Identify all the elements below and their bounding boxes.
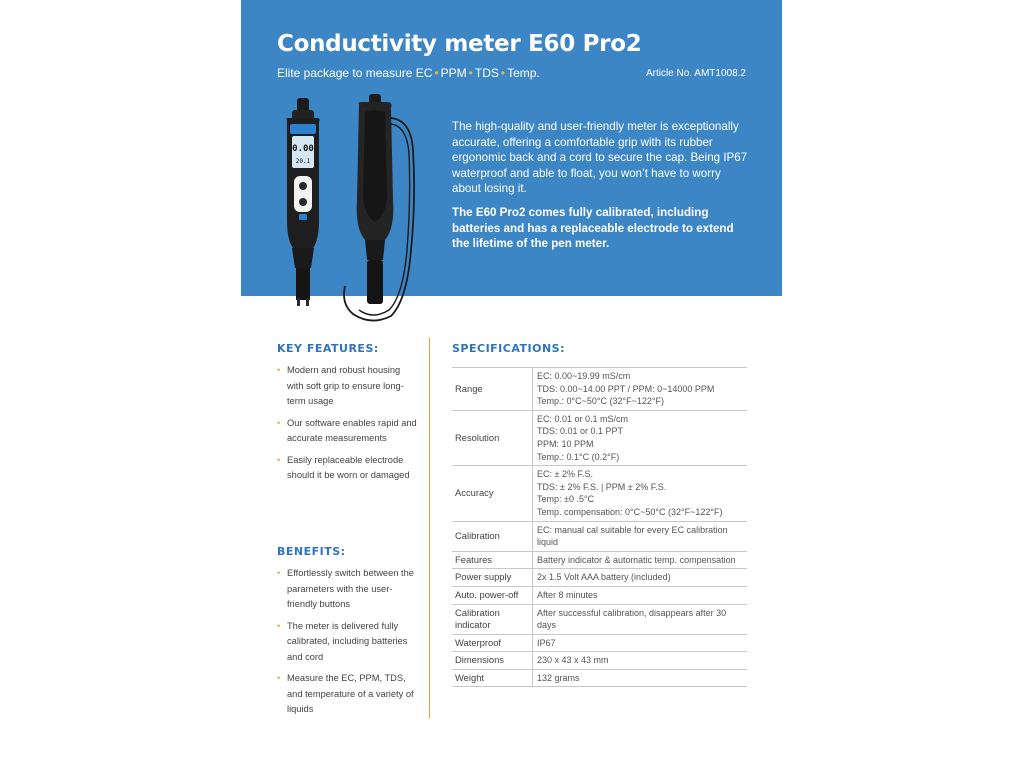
table-row [452, 521, 747, 551]
table-row [452, 410, 747, 465]
list-item: • Effortlessly switch between the parameters with the user-friendly buttons [277, 566, 417, 613]
spec-value-line: 2x 1.5 Volt AAA battery (included) [537, 572, 671, 583]
spec-value [533, 604, 748, 634]
spec-value [533, 586, 748, 604]
display-reading: 0.00 [292, 144, 314, 154]
benefits-section [277, 545, 417, 724]
hero-banner [241, 0, 782, 296]
benefits-heading: BENEFITS: [277, 545, 346, 558]
specifications-table [452, 367, 747, 687]
subtitle-item-ppm: PPM [440, 66, 467, 80]
list-item: • Modern and robust housing with soft grip to ensure long-term usage [277, 363, 417, 410]
spec-value-line: TDS: 0.00~14.00 PPT / PPM: 0~14000 PPM [537, 383, 715, 394]
spec-value [533, 466, 748, 521]
spec-value [533, 368, 748, 411]
spec-value [533, 521, 748, 551]
bullet-dot: • [500, 66, 506, 80]
table-row [452, 669, 747, 687]
intro-paragraph: The high-quality and user-friendly meter is exceptionally accurate, offering a comfortable grip with its rubber ergonomic back and a cord to secure the cap. Being IP67 waterproof and able to float, you won’t have to worry about losing it. [452, 120, 748, 196]
column-divider [429, 338, 430, 718]
table-row [452, 368, 747, 411]
spec-value [533, 410, 748, 465]
spec-label: Features [452, 551, 533, 569]
meter-front [286, 98, 319, 306]
table-row [452, 634, 747, 652]
table-row [452, 652, 747, 670]
spec-value-line: Temp.: 0.1°C (0.2°F) [537, 451, 620, 462]
subtitle-item-tds: TDS [474, 66, 499, 80]
spec-label: Resolution [452, 410, 533, 465]
spec-value-line: After successful calibration, disappears after 30 days [537, 607, 727, 631]
spec-value-line: TDS: 0.01 or 0.1 PPT [537, 426, 624, 437]
spec-value-line: Temp.: 0°C~50°C (32°F~122°F) [537, 396, 664, 407]
article-number: Article No. AMT1008.2 [645, 68, 746, 79]
table-row [452, 569, 747, 587]
table-row [452, 466, 747, 521]
spec-value-line: EC: 0.00~19.99 mS/cm [537, 371, 631, 381]
display-temp: 20.1 [295, 158, 311, 165]
spec-value [533, 652, 748, 670]
spec-label: Calibration [452, 521, 533, 551]
spec-value-line: Temp: ±0 .5°C [537, 494, 595, 505]
bullet-dot: • [468, 66, 473, 80]
spec-label: Accuracy [452, 466, 533, 521]
specifications-section [452, 342, 747, 687]
table-row [452, 604, 747, 634]
key-features-section [277, 342, 417, 490]
specifications-heading: SPECIFICATIONS: [452, 342, 565, 355]
spec-label: Waterproof [452, 634, 533, 652]
spec-value [533, 569, 748, 587]
list-item: • Our software enables rapid and accurate measurements [277, 416, 417, 447]
spec-value [533, 634, 748, 652]
spec-value-line: 230 x 43 x 43 mm [537, 655, 609, 666]
spec-value-line: Battery indicator & automatic temp. compensation [537, 554, 736, 565]
spec-value-line: Temp. compensation: 0°C~50°C (32°F~122°F) [537, 506, 723, 517]
key-features-list [277, 363, 417, 484]
meter-back [344, 94, 414, 321]
product-image [261, 90, 431, 325]
spec-label: Calibration indicator [452, 604, 533, 634]
table-row [452, 551, 747, 569]
spec-label: Weight [452, 669, 533, 687]
subtitle-item-temp: Temp. [507, 66, 540, 80]
product-subtitle [277, 66, 540, 80]
spec-value [533, 669, 748, 687]
intro-text [452, 119, 752, 260]
subtitle-item-ec: EC [415, 66, 433, 80]
spec-value-line: IP67 [537, 637, 556, 648]
list-item: • The meter is delivered fully calibrated, including batteries and cord [277, 619, 417, 666]
spec-label: Power supply [452, 569, 533, 587]
list-item: • Measure the EC, PPM, TDS, and temperature of a variety of liquids [277, 671, 417, 718]
spec-value [533, 551, 748, 569]
intro-highlight: The E60 Pro2 comes fully calibrated, including batteries and has a replaceable electrode to extend the lifetime of the pen meter. [452, 205, 734, 251]
spec-value-line: After 8 minutes [537, 589, 598, 600]
spec-label: Dimensions [452, 652, 533, 670]
product-sheet [241, 0, 782, 768]
spec-value-line: EC: ± 2% F.S. [537, 469, 593, 480]
subtitle-prefix: Elite package to measure [277, 66, 413, 80]
list-item: • Easily replaceable electrode should it be worn or damaged [277, 453, 417, 484]
spec-label: Auto. power-off [452, 586, 533, 604]
table-row [452, 586, 747, 604]
bullet-dot: • [434, 66, 439, 80]
spec-value-line: PPM: 10 PPM [537, 438, 594, 449]
key-features-heading: KEY FEATURES: [277, 342, 379, 355]
benefits-list [277, 566, 417, 718]
spec-value-line: TDS: ± 2% F.S. | PPM ± 2% F.S. [537, 481, 667, 492]
spec-label: Range [452, 368, 533, 411]
spec-value-line: EC: manual cal suitable for every EC calibration liquid [537, 524, 728, 548]
product-title: Conductivity meter E60 Pro2 [277, 31, 642, 57]
spec-value-line: 132 grams [537, 672, 580, 683]
spec-value-line: EC: 0.01 or 0.1 mS/cm [537, 413, 629, 424]
